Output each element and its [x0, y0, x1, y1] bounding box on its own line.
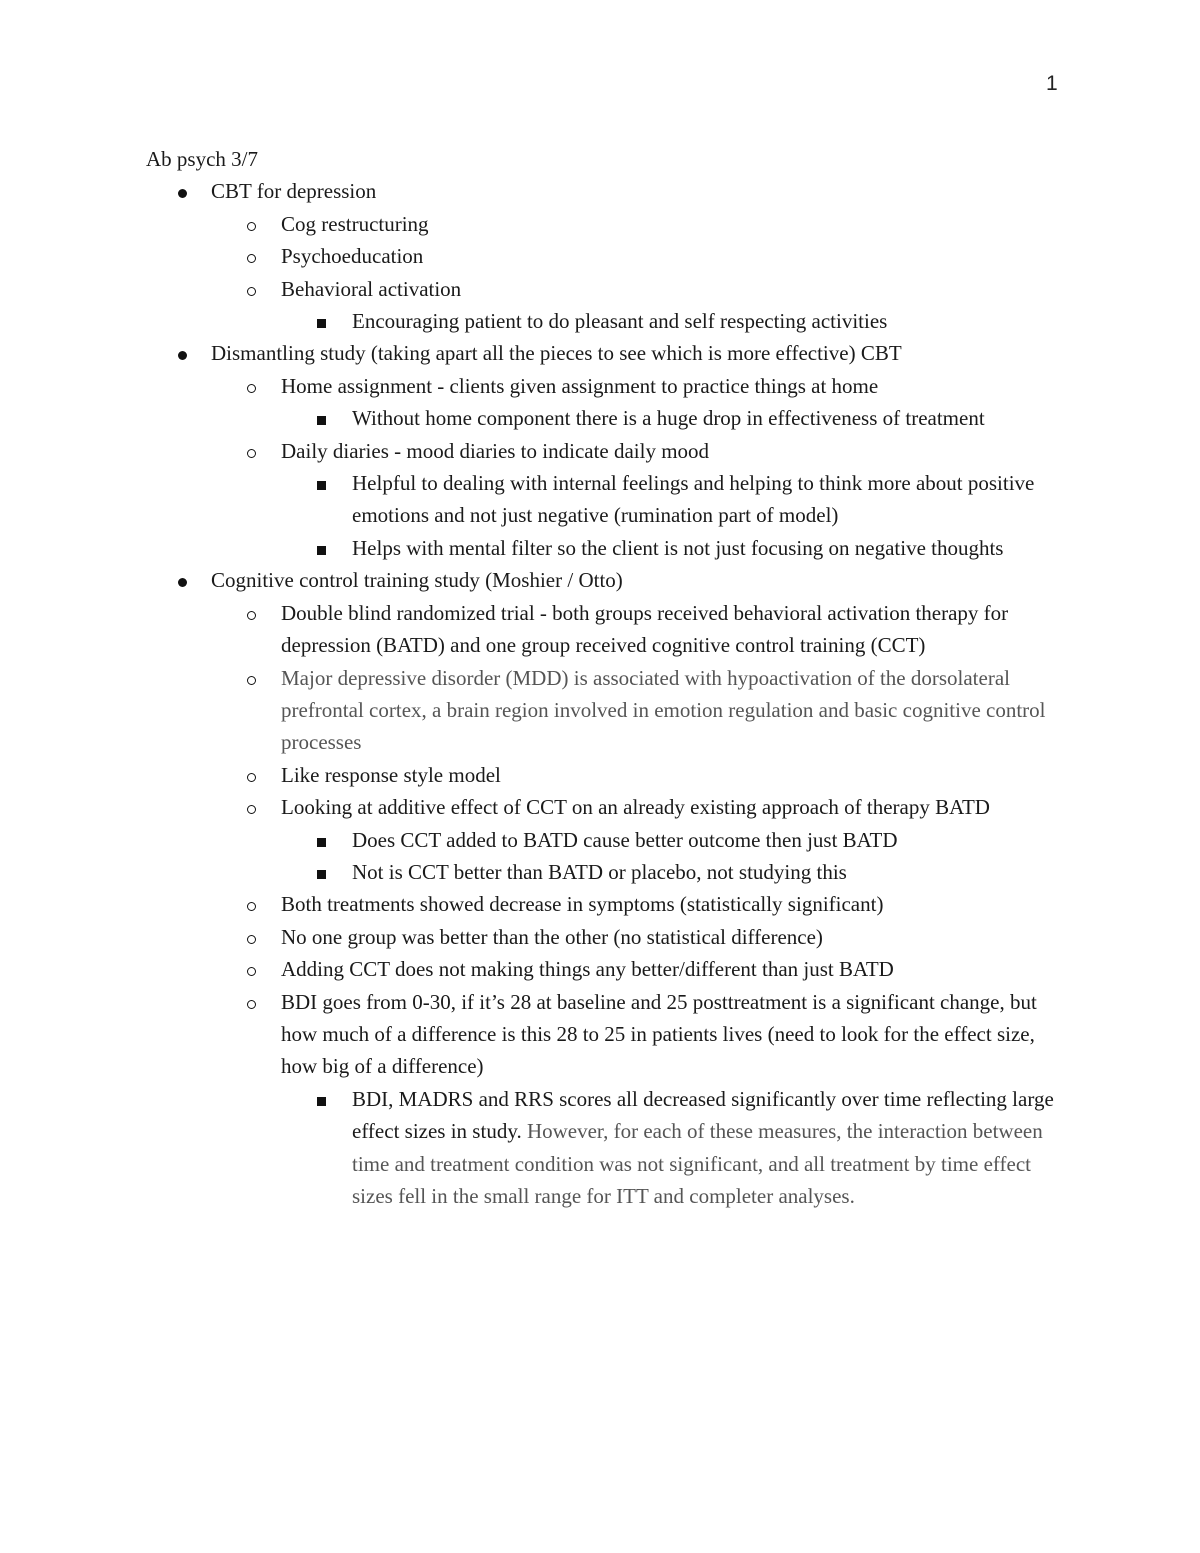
- outline-item-text: BDI, MADRS and RRS scores all decreased significantly over time reflecting large effect sizes in study.: [352, 1086, 1054, 1144]
- outline-item-level3: [281, 1083, 1066, 1213]
- outline-sublist: [281, 305, 1066, 337]
- outline-item-level2: [211, 986, 1066, 1213]
- bullet-circle-icon: [247, 967, 256, 976]
- outline-item-level3: [281, 467, 1066, 532]
- bullet-circle-icon: [247, 449, 256, 458]
- bullet-square-icon: [317, 838, 326, 847]
- outline-item-text: BDI goes from 0-30, if it’s 28 at baseline and 25 posttreatment is a significant change, but how much of a difference is this 28 to 25 in patients lives (need to look for the effect size, how big of a difference): [281, 989, 1037, 1079]
- bullet-square-icon: [317, 870, 326, 879]
- outline-item-level1: [146, 175, 1066, 337]
- bullet-disc-icon: [178, 351, 187, 360]
- outline-sublist: [281, 1083, 1066, 1213]
- outline-item-text: Psychoeducation: [281, 244, 424, 269]
- outline-item-level2: [211, 597, 1066, 662]
- outline-item-level2: [211, 662, 1066, 759]
- outline-item-level1: [146, 564, 1066, 1212]
- outline-item-text: Not is CCT better than BATD or placebo, not studying this: [352, 859, 847, 884]
- outline-item-text-quoted: However, for each of these measures, the interaction between time and treatment condition was not significant, and all treatment by time effect sizes fell in the small range for ITT and completer analyses.: [352, 1119, 1043, 1208]
- outline-item-text: Dismantling study (taking apart all the pieces to see which is more effective) CBT: [211, 341, 902, 366]
- outline-item-level2: [211, 273, 1066, 338]
- outline-item-level2: [211, 370, 1066, 435]
- outline-item-level3: [281, 402, 1066, 434]
- outline-item-text: Behavioral activation: [281, 276, 462, 301]
- bullet-circle-icon: [247, 611, 256, 620]
- outline-item-level2: [211, 435, 1066, 565]
- bullet-square-icon: [317, 416, 326, 425]
- outline-item-level1: [146, 337, 1066, 564]
- outline-sublist: [211, 208, 1066, 338]
- outline-item-text: Like response style model: [281, 762, 501, 787]
- outline-item-text: Double blind randomized trial - both groups received behavioral activation therapy for depression (BATD) and one group received cognitive control training (CCT): [281, 600, 1009, 658]
- outline-item-level3: [281, 856, 1066, 888]
- document-title: Ab psych 3/7: [146, 147, 258, 171]
- outline-sublist: [211, 370, 1066, 564]
- bullet-disc-icon: [178, 189, 187, 198]
- outline-item-text: Home assignment - clients given assignment to practice things at home: [281, 373, 879, 398]
- outline-sublist: [281, 824, 1066, 889]
- outline-item-level2: [211, 953, 1066, 985]
- outline-list: [146, 175, 1066, 1212]
- bullet-circle-icon: [247, 287, 256, 296]
- outline-item-level2: [211, 888, 1066, 920]
- outline-item-level2: [211, 759, 1066, 791]
- outline-item-level2: [211, 208, 1066, 240]
- outline-item-level3: [281, 305, 1066, 337]
- bullet-circle-icon: [247, 254, 256, 263]
- outline-sublist: [281, 467, 1066, 564]
- bullet-circle-icon: [247, 805, 256, 814]
- outline-item-level2: [211, 921, 1066, 953]
- outline-item-text: Looking at additive effect of CCT on an already existing approach of therapy BATD: [281, 795, 990, 820]
- bullet-square-icon: [317, 1097, 326, 1106]
- outline-sublist: [211, 597, 1066, 1213]
- bullet-circle-icon: [247, 222, 256, 231]
- outline-sublist: [281, 402, 1066, 434]
- outline-item-text: Daily diaries - mood diaries to indicate daily mood: [281, 438, 710, 463]
- outline-item-level2: [211, 240, 1066, 272]
- bullet-square-icon: [317, 319, 326, 328]
- outline-item-text: Cog restructuring: [281, 211, 429, 236]
- outline-item-text: Helps with mental filter so the client is not just focusing on negative thoughts: [352, 535, 1004, 560]
- outline-item-text: Helpful to dealing with internal feelings and helping to think more about positive emotions and not just negative (rumination part of model): [352, 471, 1035, 528]
- bullet-square-icon: [317, 481, 326, 490]
- document-body: [146, 143, 1066, 1212]
- bullet-circle-icon: [247, 1000, 256, 1009]
- bullet-square-icon: [317, 546, 326, 555]
- outline-item-text: No one group was better than the other (no statistical difference): [281, 924, 823, 949]
- outline-item-text: Without home component there is a huge drop in effectiveness of treatment: [352, 406, 985, 431]
- outline-item-level3: [281, 824, 1066, 856]
- outline-item-text: Cognitive control training study (Moshier / Otto): [211, 568, 623, 593]
- outline-item-text: Adding CCT does not making things any better/different than just BATD: [281, 957, 894, 982]
- outline-item-text: Both treatments showed decrease in symptoms (statistically significant): [281, 892, 884, 917]
- bullet-circle-icon: [247, 902, 256, 911]
- outline-item-level2: [211, 791, 1066, 888]
- outline-item-level3: [281, 532, 1066, 564]
- bullet-disc-icon: [178, 578, 187, 587]
- outline-item-text: Major depressive disorder (MDD) is associated with hypoactivation of the dorsolateral prefrontal cortex, a brain region involved in emotion regulation and basic cognitive control processes: [281, 665, 1046, 755]
- bullet-circle-icon: [247, 384, 256, 393]
- page-number: 1: [1046, 72, 1058, 95]
- outline-item-text: Encouraging patient to do pleasant and self respecting activities: [352, 309, 888, 334]
- bullet-circle-icon: [247, 676, 256, 685]
- outline-item-text: CBT for depression: [211, 179, 377, 204]
- bullet-circle-icon: [247, 935, 256, 944]
- outline-item-text: Does CCT added to BATD cause better outcome then just BATD: [352, 827, 898, 852]
- bullet-circle-icon: [247, 773, 256, 782]
